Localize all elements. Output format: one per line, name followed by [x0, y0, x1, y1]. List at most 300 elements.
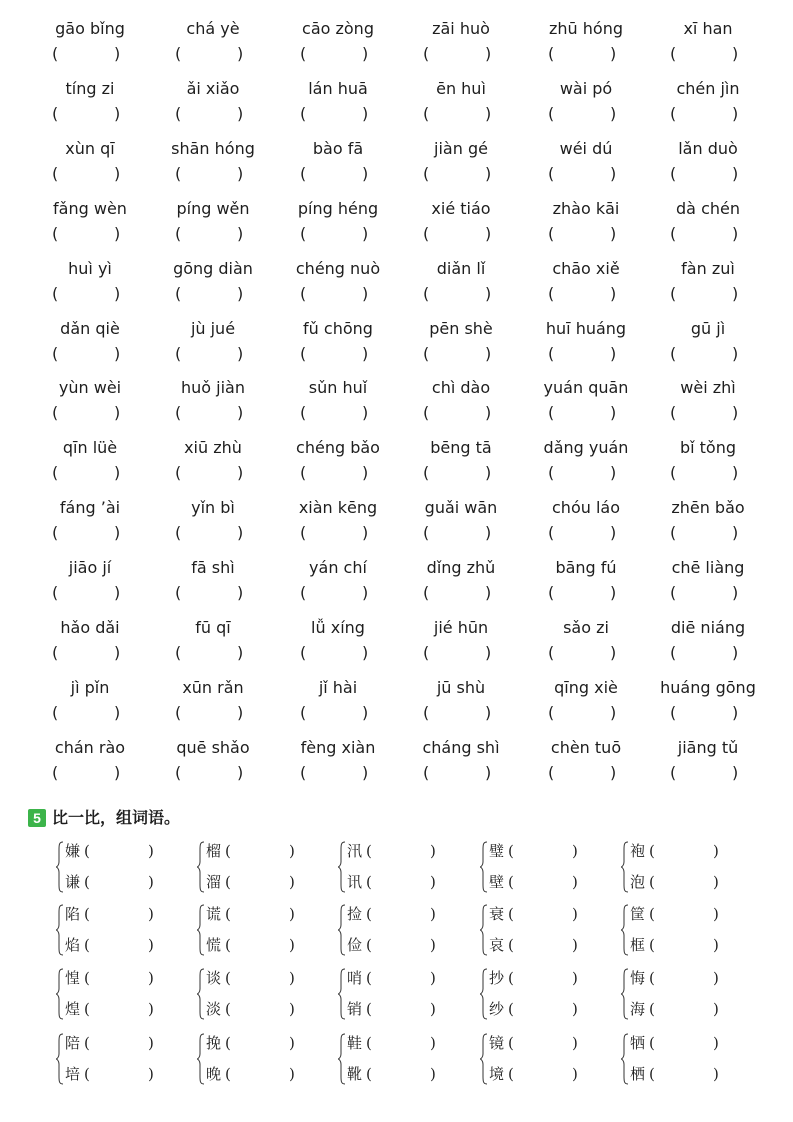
pinyin-cell: [28, 539, 152, 602]
pinyin-text: gāo bǐng: [55, 19, 125, 38]
pinyin-text: lán huā: [308, 79, 368, 98]
answer-open-paren: (: [423, 284, 430, 303]
answer-open-paren: (: [175, 344, 182, 363]
answer-open-paren: (: [366, 873, 372, 891]
pinyin-text: zhēn bǎo: [671, 498, 745, 517]
answer-open-paren: (: [52, 44, 59, 63]
answer-open-paren: (: [366, 905, 372, 923]
pinyin-cell: [399, 659, 523, 722]
pinyin-text: chén jìn: [676, 79, 740, 98]
pinyin-text: hǎo dǎi: [60, 618, 120, 637]
answer-close-paren: ): [289, 905, 295, 923]
answer-open-paren: (: [508, 936, 514, 954]
answer-open-paren: (: [84, 905, 90, 923]
pinyin-cell: [646, 120, 770, 183]
pinyin-text: xī han: [683, 19, 733, 38]
pinyin-text: ǎi xiǎo: [186, 79, 240, 98]
answer-close-paren: ): [713, 1065, 719, 1083]
character: 谦: [65, 873, 81, 891]
pinyin-cell: [28, 599, 152, 662]
answer-open-paren: (: [225, 842, 231, 860]
answer-close-paren: ): [362, 463, 369, 482]
answer-close-paren: ): [237, 643, 244, 662]
pinyin-text: diē niáng: [670, 618, 746, 637]
character: 淡: [206, 1000, 222, 1018]
left-brace: [55, 968, 64, 1020]
answer-close-paren: ): [732, 523, 739, 542]
answer-open-paren: (: [225, 1065, 231, 1083]
pinyin-cell: [646, 300, 770, 363]
answer-close-paren: ): [430, 1065, 436, 1083]
answer-open-paren: (: [649, 936, 655, 954]
answer-close-paren: ): [237, 523, 244, 542]
pinyin-text: tíng zi: [65, 79, 115, 98]
pinyin-text: chéng nuò: [295, 259, 381, 278]
pinyin-cell: [524, 659, 648, 722]
pinyin-cell: [28, 659, 152, 722]
answer-open-paren: (: [670, 104, 677, 123]
character: 捡: [347, 905, 363, 923]
compare-line: [65, 870, 190, 894]
answer-open-paren: (: [548, 104, 555, 123]
pinyin-cell: [276, 180, 400, 243]
pinyin-row: [0, 659, 793, 722]
answer-close-paren: ): [713, 905, 719, 923]
answer-close-paren: ): [713, 873, 719, 891]
compare-line: [65, 933, 190, 957]
answer-open-paren: (: [52, 763, 59, 782]
compare-line: [489, 933, 614, 957]
answer-close-paren: ): [485, 44, 492, 63]
pinyin-cell: [646, 419, 770, 482]
character: 靴: [347, 1065, 363, 1083]
pinyin-cell: [399, 240, 523, 303]
answer-open-paren: (: [670, 403, 677, 422]
answer-open-paren: (: [225, 905, 231, 923]
left-brace: [479, 968, 488, 1020]
answer-open-paren: (: [175, 463, 182, 482]
character: 镜: [489, 1034, 505, 1052]
answer-close-paren: ): [362, 523, 369, 542]
left-brace: [55, 1033, 64, 1085]
answer-close-paren: ): [485, 703, 492, 722]
answer-open-paren: (: [423, 583, 430, 602]
answer-close-paren: ): [610, 284, 617, 303]
answer-close-paren: ): [572, 905, 578, 923]
answer-close-paren: ): [362, 763, 369, 782]
character: 嫌: [65, 842, 81, 860]
pinyin-cell: [646, 359, 770, 422]
answer-close-paren: ): [610, 403, 617, 422]
pinyin-cell: [524, 60, 648, 123]
pinyin-text: wèi zhì: [680, 378, 736, 397]
pinyin-text: qīng xiè: [554, 678, 618, 697]
answer-close-paren: ): [237, 164, 244, 183]
compare-line: [65, 997, 190, 1021]
pinyin-cell: [399, 539, 523, 602]
pinyin-text: sǔn huǐ: [308, 378, 368, 397]
compare-line: [489, 870, 614, 894]
pinyin-text: dà chén: [676, 199, 740, 218]
answer-open-paren: (: [300, 463, 307, 482]
pinyin-cell: [524, 300, 648, 363]
pinyin-text: huì yì: [68, 259, 112, 278]
answer-close-paren: ): [572, 1000, 578, 1018]
answer-close-paren: ): [114, 344, 121, 363]
answer-close-paren: ): [732, 164, 739, 183]
answer-open-paren: (: [670, 344, 677, 363]
pinyin-text: chéng bǎo: [296, 438, 380, 457]
answer-close-paren: ): [713, 936, 719, 954]
pinyin-text: chē liàng: [671, 558, 745, 577]
answer-close-paren: ): [485, 164, 492, 183]
pinyin-text: gū jì: [690, 319, 726, 338]
character: 培: [65, 1065, 81, 1083]
answer-close-paren: ): [572, 936, 578, 954]
answer-open-paren: (: [52, 164, 59, 183]
character: 陷: [65, 905, 81, 923]
answer-close-paren: ): [610, 164, 617, 183]
pinyin-text: guǎi wān: [424, 498, 498, 517]
answer-close-paren: ): [148, 905, 154, 923]
pinyin-text: yuán quān: [543, 378, 629, 397]
answer-open-paren: (: [649, 1000, 655, 1018]
answer-close-paren: ): [610, 463, 617, 482]
answer-open-paren: (: [366, 936, 372, 954]
pinyin-row: [0, 180, 793, 243]
answer-open-paren: (: [175, 44, 182, 63]
character: 溜: [206, 873, 222, 891]
pinyin-cell: [276, 479, 400, 542]
answer-close-paren: ): [289, 842, 295, 860]
pinyin-text: jū shù: [436, 678, 486, 697]
compare-line: [65, 902, 190, 926]
pinyin-text: dǐng zhǔ: [426, 558, 496, 577]
pinyin-cell: [524, 419, 648, 482]
answer-close-paren: ): [237, 403, 244, 422]
compare-line: [489, 966, 614, 990]
compare-line: [347, 933, 472, 957]
pinyin-cell: [28, 180, 152, 243]
answer-close-paren: ): [485, 104, 492, 123]
left-brace: [196, 968, 205, 1020]
left-brace: [620, 1033, 629, 1085]
pinyin-cell: [28, 359, 152, 422]
left-brace: [55, 904, 64, 956]
pinyin-cell: [276, 539, 400, 602]
pinyin-row: [0, 599, 793, 662]
answer-open-paren: (: [52, 344, 59, 363]
left-brace: [337, 968, 346, 1020]
pinyin-text: bāng fú: [555, 558, 617, 577]
pinyin-cell: [151, 120, 275, 183]
answer-open-paren: (: [52, 583, 59, 602]
character: 俭: [347, 936, 363, 954]
answer-close-paren: ): [114, 703, 121, 722]
answer-open-paren: (: [548, 164, 555, 183]
answer-close-paren: ): [362, 44, 369, 63]
character: 境: [489, 1065, 505, 1083]
pinyin-cell: [646, 0, 770, 63]
answer-close-paren: ): [362, 403, 369, 422]
answer-open-paren: (: [548, 344, 555, 363]
answer-open-paren: (: [84, 969, 90, 987]
compare-line: [65, 966, 190, 990]
pinyin-cell: [276, 60, 400, 123]
answer-open-paren: (: [175, 523, 182, 542]
pinyin-cell: [276, 0, 400, 63]
pinyin-text: jié hūn: [433, 618, 489, 637]
answer-close-paren: ): [362, 344, 369, 363]
character: 哀: [489, 936, 505, 954]
pinyin-text: fàn zuì: [681, 259, 735, 278]
compare-pair: [196, 902, 331, 960]
pinyin-row: [0, 539, 793, 602]
pinyin-text: huī huáng: [545, 319, 627, 338]
pinyin-text: cāo zòng: [302, 19, 374, 38]
answer-open-paren: (: [300, 44, 307, 63]
answer-open-paren: (: [52, 284, 59, 303]
answer-close-paren: ): [362, 284, 369, 303]
compare-pair: [479, 1031, 614, 1089]
pinyin-text: píng wěn: [176, 199, 250, 218]
pinyin-text: wài pó: [559, 79, 613, 98]
answer-close-paren: ): [485, 403, 492, 422]
left-brace: [337, 1033, 346, 1085]
answer-open-paren: (: [548, 403, 555, 422]
answer-open-paren: (: [300, 523, 307, 542]
pinyin-cell: [646, 539, 770, 602]
pinyin-cell: [28, 719, 152, 782]
compare-pair: [620, 966, 755, 1024]
answer-close-paren: ): [732, 284, 739, 303]
pinyin-text: jì pǐn: [70, 678, 110, 697]
pinyin-text: fáng ’ài: [59, 498, 121, 517]
answer-open-paren: (: [548, 643, 555, 662]
answer-close-paren: ): [114, 403, 121, 422]
compare-line: [489, 839, 614, 863]
answer-close-paren: ): [732, 44, 739, 63]
left-brace: [479, 841, 488, 893]
answer-open-paren: (: [300, 703, 307, 722]
pinyin-cell: [151, 599, 275, 662]
answer-open-paren: (: [84, 873, 90, 891]
answer-close-paren: ): [362, 104, 369, 123]
answer-open-paren: (: [52, 104, 59, 123]
answer-close-paren: ): [289, 1034, 295, 1052]
pinyin-cell: [524, 599, 648, 662]
answer-open-paren: (: [670, 643, 677, 662]
pinyin-text: wéi dú: [559, 139, 613, 158]
character: 讯: [347, 873, 363, 891]
character: 谎: [206, 905, 222, 923]
pinyin-cell: [276, 120, 400, 183]
answer-close-paren: ): [237, 44, 244, 63]
answer-close-paren: ): [237, 763, 244, 782]
answer-open-paren: (: [670, 523, 677, 542]
answer-close-paren: ): [572, 1034, 578, 1052]
compare-pair: [55, 1031, 190, 1089]
compare-pair: [55, 839, 190, 897]
character: 壁: [489, 873, 505, 891]
answer-close-paren: ): [485, 284, 492, 303]
pinyin-cell: [276, 359, 400, 422]
answer-open-paren: (: [548, 44, 555, 63]
pinyin-cell: [276, 599, 400, 662]
answer-close-paren: ): [713, 1000, 719, 1018]
answer-open-paren: (: [649, 905, 655, 923]
answer-close-paren: ): [114, 164, 121, 183]
section-number-badge: 5: [28, 809, 46, 827]
pinyin-text: cháng shì: [422, 738, 500, 757]
answer-open-paren: (: [670, 44, 677, 63]
pinyin-text: dǎng yuán: [543, 438, 629, 457]
pinyin-cell: [399, 719, 523, 782]
pinyin-cell: [276, 419, 400, 482]
answer-close-paren: ): [572, 842, 578, 860]
character: 纱: [489, 1000, 505, 1018]
answer-close-paren: ): [430, 873, 436, 891]
compare-line: [630, 870, 755, 894]
answer-open-paren: (: [508, 969, 514, 987]
answer-open-paren: (: [300, 583, 307, 602]
answer-close-paren: ): [430, 1000, 436, 1018]
answer-close-paren: ): [289, 1000, 295, 1018]
answer-close-paren: ): [237, 344, 244, 363]
pinyin-cell: [151, 60, 275, 123]
pinyin-text: xié tiáo: [431, 199, 491, 218]
pinyin-cell: [28, 479, 152, 542]
answer-close-paren: ): [610, 643, 617, 662]
answer-open-paren: (: [508, 1000, 514, 1018]
answer-close-paren: ): [362, 583, 369, 602]
answer-close-paren: ): [289, 1065, 295, 1083]
answer-open-paren: (: [52, 224, 59, 243]
compare-pair: [337, 966, 472, 1024]
pinyin-cell: [646, 719, 770, 782]
left-brace: [196, 904, 205, 956]
compare-pair: [620, 902, 755, 960]
compare-pair: [337, 839, 472, 897]
answer-open-paren: (: [300, 284, 307, 303]
answer-open-paren: (: [423, 44, 430, 63]
answer-close-paren: ): [430, 936, 436, 954]
left-brace: [620, 904, 629, 956]
answer-open-paren: (: [175, 164, 182, 183]
answer-close-paren: ): [610, 763, 617, 782]
compare-line: [489, 1031, 614, 1055]
pinyin-cell: [646, 659, 770, 722]
answer-close-paren: ): [713, 969, 719, 987]
answer-close-paren: ): [148, 936, 154, 954]
answer-open-paren: (: [366, 1034, 372, 1052]
answer-close-paren: ): [237, 284, 244, 303]
pinyin-cell: [399, 120, 523, 183]
answer-close-paren: ): [430, 905, 436, 923]
pinyin-row: [0, 240, 793, 303]
pinyin-text: diǎn lǐ: [436, 259, 486, 278]
pinyin-cell: [524, 479, 648, 542]
compare-line: [630, 1031, 755, 1055]
answer-open-paren: (: [300, 763, 307, 782]
pinyin-text: bào fā: [312, 139, 364, 158]
pinyin-row: [0, 359, 793, 422]
answer-open-paren: (: [649, 969, 655, 987]
character: 袍: [630, 842, 646, 860]
compare-line: [630, 839, 755, 863]
answer-open-paren: (: [175, 284, 182, 303]
compare-pair: [55, 902, 190, 960]
pinyin-text: yùn wèi: [58, 378, 122, 397]
answer-open-paren: (: [548, 224, 555, 243]
pinyin-cell: [28, 419, 152, 482]
answer-open-paren: (: [300, 403, 307, 422]
answer-open-paren: (: [366, 1000, 372, 1018]
compare-line: [65, 1062, 190, 1086]
answer-close-paren: ): [237, 463, 244, 482]
pinyin-text: ēn huì: [436, 79, 486, 98]
answer-close-paren: ): [114, 463, 121, 482]
answer-open-paren: (: [548, 523, 555, 542]
pinyin-text: zhào kāi: [552, 199, 620, 218]
answer-open-paren: (: [423, 463, 430, 482]
answer-open-paren: (: [300, 643, 307, 662]
answer-open-paren: (: [423, 523, 430, 542]
character: 抄: [489, 969, 505, 987]
left-brace: [620, 841, 629, 893]
answer-close-paren: ): [289, 969, 295, 987]
character: 筐: [630, 905, 646, 923]
answer-open-paren: (: [548, 463, 555, 482]
answer-open-paren: (: [52, 523, 59, 542]
answer-close-paren: ): [237, 583, 244, 602]
answer-open-paren: (: [175, 583, 182, 602]
pinyin-cell: [524, 120, 648, 183]
pinyin-cell: [399, 60, 523, 123]
pinyin-text: huáng gōng: [660, 678, 756, 697]
answer-open-paren: (: [84, 842, 90, 860]
pinyin-text: qīn lüè: [62, 438, 118, 457]
answer-close-paren: ): [362, 703, 369, 722]
pinyin-text: pēn shè: [429, 319, 493, 338]
character: 销: [347, 1000, 363, 1018]
answer-open-paren: (: [225, 1000, 231, 1018]
pinyin-cell: [399, 359, 523, 422]
answer-open-paren: (: [508, 842, 514, 860]
pinyin-cell: [28, 300, 152, 363]
answer-open-paren: (: [366, 842, 372, 860]
answer-close-paren: ): [610, 344, 617, 363]
answer-open-paren: (: [649, 1034, 655, 1052]
answer-close-paren: ): [485, 523, 492, 542]
character: 璧: [489, 842, 505, 860]
pinyin-text: chāo xiě: [552, 259, 620, 278]
answer-close-paren: ): [289, 873, 295, 891]
answer-open-paren: (: [548, 284, 555, 303]
answer-close-paren: ): [610, 703, 617, 722]
pinyin-cell: [524, 240, 648, 303]
pinyin-text: zhū hóng: [549, 19, 623, 38]
answer-close-paren: ): [430, 1034, 436, 1052]
answer-open-paren: (: [548, 583, 555, 602]
answer-open-paren: (: [225, 1034, 231, 1052]
answer-close-paren: ): [114, 763, 121, 782]
answer-close-paren: ): [485, 763, 492, 782]
answer-open-paren: (: [225, 873, 231, 891]
pinyin-row: [0, 60, 793, 123]
answer-close-paren: ): [289, 936, 295, 954]
answer-close-paren: ): [114, 104, 121, 123]
